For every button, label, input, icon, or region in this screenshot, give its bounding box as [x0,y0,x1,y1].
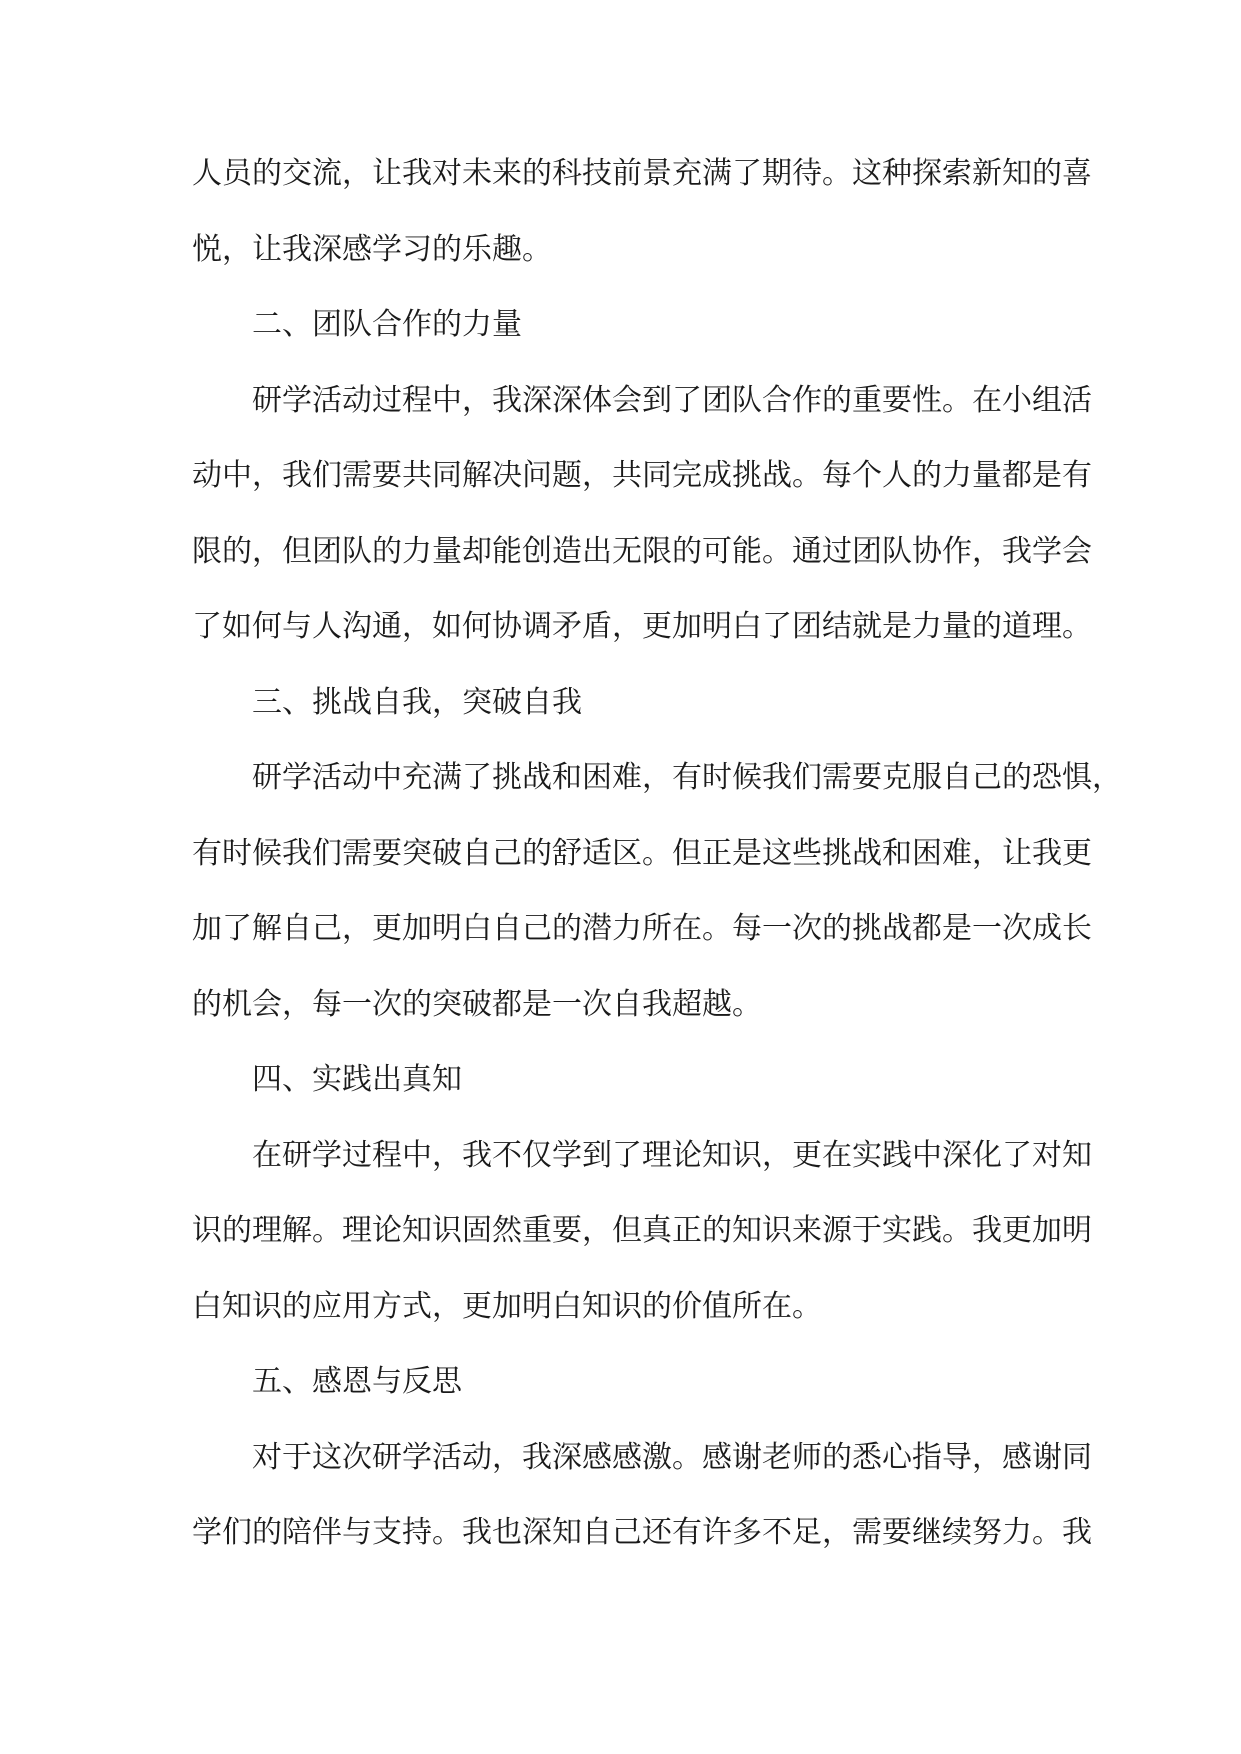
paragraph-line: 研学活动过程中，我深深体会到了团队合作的重要性。在小组活 [252,382,1092,418]
section-heading: 二、团队合作的力量 [252,307,522,342]
paragraph-line: 白知识的应用方式，更加明白知识的价值所在。 [192,1288,822,1324]
section-heading: 五、感恩与反思 [252,1364,462,1399]
paragraph-line: 识的理解。理论知识固然重要，但真正的知识来源于实践。我更加明 [192,1213,1092,1248]
paragraph-line: 动中，我们需要共同解决问题，共同完成挑战。每个人的力量都是有 [192,458,1092,493]
document-body [192,140,1122,1575]
section-heading: 三、挑战自我，突破自我 [252,684,582,720]
paragraph-line: 研学活动中充满了挑战和困难，有时候我们需要克服自己的恐惧， [252,760,1122,795]
paragraph-line: 对于这次研学活动，我深感感激。感谢老师的悉心指导，感谢同 [252,1439,1092,1475]
paragraph-line: 限的，但团队的力量却能创造出无限的可能。通过团队协作，我学会 [192,533,1092,569]
paragraph-line: 悦，让我深感学习的乐趣。 [192,231,552,267]
paragraph-line: 的机会，每一次的突破都是一次自我超越。 [192,986,762,1022]
paragraph-line: 人员的交流，让我对未来的科技前景充满了期待。这种探索新知的喜 [192,156,1092,191]
paragraph-line: 在研学过程中，我不仅学到了理论知识，更在实践中深化了对知 [252,1137,1092,1173]
section-heading: 四、实践出真知 [252,1062,462,1097]
paragraph-line: 加了解自己，更加明白自己的潜力所在。每一次的挑战都是一次成长 [192,911,1092,946]
paragraph-line: 了如何与人沟通，如何协调矛盾，更加明白了团结就是力量的道理。 [192,609,1092,644]
paragraph-line: 有时候我们需要突破自己的舒适区。但正是这些挑战和困难，让我更 [192,835,1092,871]
paragraph-line: 学们的陪伴与支持。我也深知自己还有许多不足，需要继续努力。我 [192,1515,1092,1550]
